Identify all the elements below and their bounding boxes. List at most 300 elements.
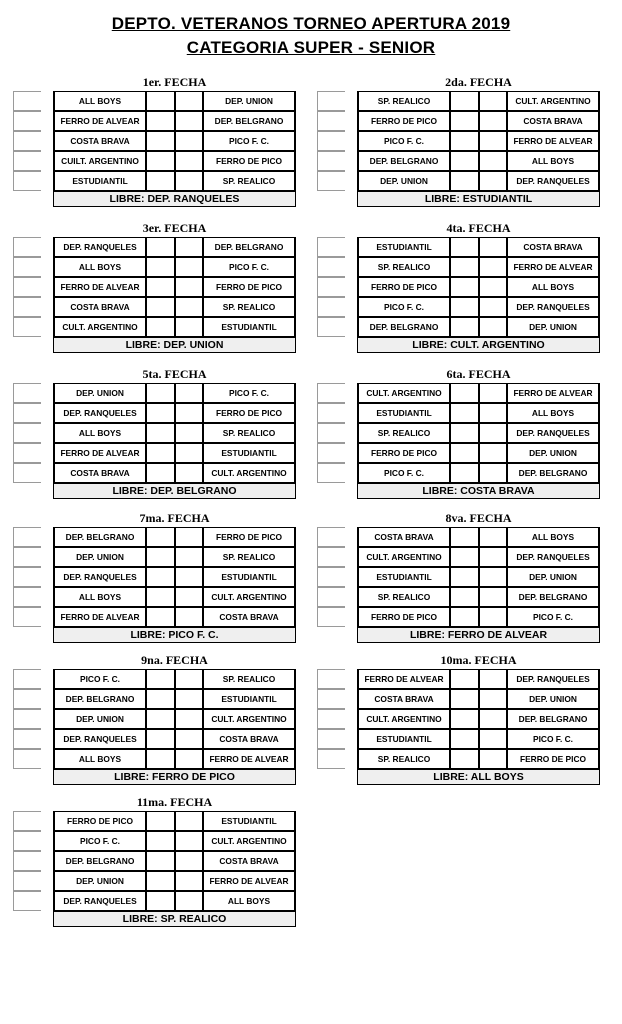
home-team: ALL BOYS [53,587,146,607]
match-row [317,403,600,423]
away-team: COSTA BRAVA [203,851,296,871]
row-number-cell [317,237,345,257]
away-score-cell [175,237,203,257]
away-team: DEP. RANQUELES [507,547,600,567]
home-team: DEP. RANQUELES [53,237,146,257]
row-number-cell [317,729,345,749]
home-team: COSTA BRAVA [357,689,450,709]
home-score-cell [146,383,175,403]
row-number-cell [317,689,345,709]
match-row [13,277,296,297]
home-score-cell [146,607,175,627]
home-score-cell [450,527,479,547]
match-row [317,443,600,463]
away-score-cell [479,527,507,547]
home-team: FERRO DE ALVEAR [53,443,146,463]
row-number-cell [13,851,41,871]
match-row [13,709,296,729]
match-row [317,131,600,151]
match-row [317,317,600,337]
row-number-cell [13,423,41,443]
away-team: SP. REALICO [203,669,296,689]
home-team: FERRO DE ALVEAR [53,607,146,627]
home-score-cell [146,729,175,749]
match-row [317,257,600,277]
home-team: CULT. ARGENTINO [53,317,146,337]
away-score-cell [479,171,507,191]
away-score-cell [479,91,507,111]
away-score-cell [175,297,203,317]
home-score-cell [146,749,175,769]
fecha-title: 10ma. FECHA [440,653,517,667]
away-score-cell [479,463,507,483]
away-score-cell [175,151,203,171]
home-team: CULT. ARGENTINO [357,383,450,403]
match-row [317,587,600,607]
libre-label: LIBRE: ALL BOYS [357,769,600,785]
row-number-cell [317,383,345,403]
away-score-cell [175,891,203,911]
home-team: ALL BOYS [53,257,146,277]
row-number-cell [13,171,41,191]
home-score-cell [450,277,479,297]
libre-label: LIBRE: DEP. UNION [53,337,296,353]
away-team: FERRO DE ALVEAR [203,749,296,769]
match-row [317,669,600,689]
home-score-cell [146,463,175,483]
away-score-cell [175,567,203,587]
home-team: FERRO DE PICO [357,111,450,131]
libre-label: LIBRE: FERRO DE ALVEAR [357,627,600,643]
row-number-cell [317,277,345,297]
match-row [317,527,600,547]
home-score-cell [450,151,479,171]
row-number-cell [13,403,41,423]
away-score-cell [175,871,203,891]
home-score-cell [146,317,175,337]
row-number-cell [13,383,41,403]
away-score-cell [175,171,203,191]
row-number-cell [13,811,41,831]
fecha-title: 4ta. FECHA [446,221,511,235]
away-team: FERRO DE PICO [203,151,296,171]
home-score-cell [450,171,479,191]
away-team: SP. REALICO [203,171,296,191]
match-row [13,851,296,871]
match-row [317,91,600,111]
row-number-cell [317,709,345,729]
row-number-cell [13,709,41,729]
home-team: DEP. RANQUELES [53,567,146,587]
row-number-cell [13,297,41,317]
fecha-title: 1er. FECHA [142,75,207,89]
home-score-cell [146,851,175,871]
row-number-cell [317,257,345,277]
home-team: ESTUDIANTIL [357,567,450,587]
away-team: ESTUDIANTIL [203,811,296,831]
match-row [317,297,600,317]
away-team: DEP. RANQUELES [507,171,600,191]
home-team: COSTA BRAVA [53,297,146,317]
home-score-cell [450,317,479,337]
home-score-cell [146,527,175,547]
away-team: DEP. UNION [507,567,600,587]
match-row [13,831,296,851]
match-row [317,111,600,131]
away-team: FERRO DE ALVEAR [507,131,600,151]
home-team: DEP. BELGRANO [53,527,146,547]
home-team: FERRO DE PICO [53,811,146,831]
home-team: PICO F. C. [357,297,450,317]
away-team: ESTUDIANTIL [203,689,296,709]
away-team: CULT. ARGENTINO [203,587,296,607]
away-team: PICO F. C. [203,131,296,151]
row-number-cell [13,729,41,749]
fecha-title: 11ma. FECHA [136,795,213,809]
away-score-cell [175,111,203,131]
home-score-cell [450,463,479,483]
away-score-cell [479,151,507,171]
libre-label: LIBRE: CULT. ARGENTINO [357,337,600,353]
away-team: PICO F. C. [203,257,296,277]
row-number-cell [13,463,41,483]
away-team: FERRO DE ALVEAR [203,871,296,891]
away-team: CULT. ARGENTINO [203,831,296,851]
libre-label: LIBRE: PICO F. C. [53,627,296,643]
row-number-cell [13,871,41,891]
row-number-cell [13,689,41,709]
home-team: ALL BOYS [53,749,146,769]
row-number-cell [13,257,41,277]
match-row [317,709,600,729]
away-score-cell [479,567,507,587]
match-row [13,891,296,911]
away-score-cell [479,547,507,567]
match-row [13,811,296,831]
match-row [13,871,296,891]
home-team: DEP. BELGRANO [357,151,450,171]
home-team: ALL BOYS [53,91,146,111]
home-team: COSTA BRAVA [357,527,450,547]
row-number-cell [13,567,41,587]
home-score-cell [146,403,175,423]
home-team: FERRO DE PICO [357,443,450,463]
away-team: ESTUDIANTIL [203,317,296,337]
away-score-cell [175,423,203,443]
match-row [317,423,600,443]
home-score-cell [146,547,175,567]
home-team: FERRO DE PICO [357,607,450,627]
row-number-cell [13,131,41,151]
home-score-cell [146,669,175,689]
match-row [317,749,600,769]
away-score-cell [479,237,507,257]
away-team: ALL BOYS [507,277,600,297]
away-team: DEP. RANQUELES [507,423,600,443]
away-score-cell [175,749,203,769]
home-score-cell [146,237,175,257]
away-team: FERRO DE PICO [203,527,296,547]
away-score-cell [175,587,203,607]
away-team: DEP. UNION [507,689,600,709]
home-team: DEP. UNION [53,547,146,567]
home-score-cell [450,749,479,769]
away-score-cell [479,709,507,729]
away-team: CULT. ARGENTINO [203,463,296,483]
away-score-cell [479,423,507,443]
row-number-cell [13,891,41,911]
away-score-cell [175,607,203,627]
fecha-title: 3er. FECHA [142,221,207,235]
away-team: DEP. RANQUELES [507,669,600,689]
row-number-cell [13,607,41,627]
home-team: SP. REALICO [357,749,450,769]
away-team: ESTUDIANTIL [203,567,296,587]
home-team: PICO F. C. [53,669,146,689]
fecha-title: 9na. FECHA [141,653,208,667]
home-team: FERRO DE ALVEAR [53,111,146,131]
away-score-cell [479,443,507,463]
fecha-title: 7ma. FECHA [139,511,210,525]
row-number-cell [317,131,345,151]
away-score-cell [175,709,203,729]
away-score-cell [479,729,507,749]
home-team: COSTA BRAVA [53,463,146,483]
home-score-cell [450,257,479,277]
libre-label: LIBRE: DEP. RANQUELES [53,191,296,207]
home-team: SP. REALICO [357,257,450,277]
away-team: DEP. BELGRANO [507,709,600,729]
away-score-cell [175,669,203,689]
match-row [13,403,296,423]
row-number-cell [317,463,345,483]
row-number-cell [317,423,345,443]
row-number-cell [317,749,345,769]
match-row [13,689,296,709]
away-score-cell [479,277,507,297]
match-row [317,383,600,403]
match-row [13,527,296,547]
row-number-cell [317,403,345,423]
match-row [13,131,296,151]
away-team: FERRO DE PICO [203,277,296,297]
away-team: DEP. UNION [203,91,296,111]
away-team: DEP. BELGRANO [507,463,600,483]
away-team: PICO F. C. [203,383,296,403]
home-score-cell [146,709,175,729]
libre-label: LIBRE: SP. REALICO [53,911,296,927]
match-row [13,257,296,277]
home-team: PICO F. C. [357,131,450,151]
fecha-title: 5ta. FECHA [142,367,207,381]
home-team: DEP. BELGRANO [53,851,146,871]
match-row [13,151,296,171]
row-number-cell [13,831,41,851]
home-team: CULT. ARGENTINO [357,547,450,567]
away-team: ALL BOYS [507,403,600,423]
home-score-cell [450,297,479,317]
away-score-cell [479,257,507,277]
libre-label: LIBRE: COSTA BRAVA [357,483,600,499]
away-team: COSTA BRAVA [507,111,600,131]
home-team: PICO F. C. [53,831,146,851]
away-team: FERRO DE PICO [203,403,296,423]
match-row [13,383,296,403]
home-score-cell [146,811,175,831]
away-score-cell [175,463,203,483]
away-team: SP. REALICO [203,423,296,443]
away-score-cell [175,277,203,297]
home-score-cell [146,831,175,851]
away-score-cell [479,403,507,423]
fecha-title: 2da. FECHA [445,75,512,89]
home-score-cell [146,171,175,191]
home-score-cell [450,689,479,709]
match-row [13,547,296,567]
match-row [13,91,296,111]
row-number-cell [13,91,41,111]
away-score-cell [175,257,203,277]
row-number-cell [13,749,41,769]
home-score-cell [450,131,479,151]
away-score-cell [175,527,203,547]
away-score-cell [479,383,507,403]
row-number-cell [317,607,345,627]
match-row [13,443,296,463]
home-team: DEP. UNION [53,871,146,891]
fecha-title: 8va. FECHA [445,511,512,525]
away-score-cell [479,131,507,151]
away-score-cell [175,91,203,111]
home-team: DEP. RANQUELES [53,403,146,423]
away-score-cell [175,729,203,749]
row-number-cell [13,443,41,463]
row-number-cell [317,547,345,567]
away-team: FERRO DE ALVEAR [507,257,600,277]
match-row [317,607,600,627]
away-team: FERRO DE ALVEAR [507,383,600,403]
away-score-cell [479,689,507,709]
row-number-cell [317,171,345,191]
home-score-cell [146,891,175,911]
match-row [13,607,296,627]
away-team: COSTA BRAVA [203,729,296,749]
away-team: PICO F. C. [507,607,600,627]
home-score-cell [450,607,479,627]
home-team: PICO F. C. [357,463,450,483]
away-score-cell [175,383,203,403]
away-score-cell [479,749,507,769]
away-team: ALL BOYS [203,891,296,911]
row-number-cell [317,443,345,463]
match-row [317,151,600,171]
away-team: PICO F. C. [507,729,600,749]
away-team: ALL BOYS [507,151,600,171]
home-score-cell [450,547,479,567]
home-team: DEP. UNION [53,383,146,403]
home-score-cell [450,443,479,463]
row-number-cell [13,151,41,171]
away-team: DEP. BELGRANO [203,237,296,257]
away-score-cell [479,587,507,607]
match-row [317,729,600,749]
match-row [13,463,296,483]
fecha-title: 6ta. FECHA [446,367,511,381]
away-team: SP. REALICO [203,547,296,567]
away-team: COSTA BRAVA [203,607,296,627]
away-team: COSTA BRAVA [507,237,600,257]
home-team: FERRO DE PICO [357,277,450,297]
match-row [317,547,600,567]
away-team: CULT. ARGENTINO [203,709,296,729]
row-number-cell [13,111,41,131]
home-score-cell [450,91,479,111]
match-row [317,171,600,191]
away-score-cell [175,317,203,337]
home-score-cell [146,443,175,463]
home-team: ESTUDIANTIL [357,729,450,749]
away-score-cell [175,443,203,463]
match-row [13,749,296,769]
home-score-cell [146,131,175,151]
home-score-cell [146,111,175,131]
home-team: DEP. UNION [357,171,450,191]
home-team: SP. REALICO [357,423,450,443]
row-number-cell [317,587,345,607]
away-team: ESTUDIANTIL [203,443,296,463]
home-score-cell [146,91,175,111]
home-team: DEP. RANQUELES [53,729,146,749]
match-row [317,237,600,257]
home-team: SP. REALICO [357,587,450,607]
home-score-cell [450,237,479,257]
match-row [317,277,600,297]
libre-label: LIBRE: FERRO DE PICO [53,769,296,785]
match-row [13,317,296,337]
libre-label: LIBRE: ESTUDIANTIL [357,191,600,207]
away-team: SP. REALICO [203,297,296,317]
row-number-cell [13,527,41,547]
home-score-cell [450,383,479,403]
away-score-cell [479,607,507,627]
home-team: ALL BOYS [53,423,146,443]
home-team: FERRO DE ALVEAR [53,277,146,297]
home-team: ESTUDIANTIL [357,403,450,423]
row-number-cell [317,669,345,689]
home-score-cell [450,567,479,587]
row-number-cell [13,587,41,607]
away-score-cell [175,689,203,709]
row-number-cell [317,317,345,337]
away-team: DEP. BELGRANO [507,587,600,607]
home-team: DEP. RANQUELES [53,891,146,911]
match-row [13,297,296,317]
home-score-cell [450,669,479,689]
row-number-cell [317,297,345,317]
home-team: CUILT. ARGENTINO [53,151,146,171]
match-row [13,423,296,443]
home-team: ESTUDIANTIL [53,171,146,191]
home-score-cell [450,729,479,749]
home-score-cell [146,257,175,277]
home-score-cell [146,567,175,587]
away-score-cell [175,831,203,851]
match-row [317,567,600,587]
page-subtitle: CATEGORIA SUPER - SENIOR [186,38,436,57]
match-row [13,111,296,131]
home-score-cell [146,297,175,317]
away-score-cell [175,851,203,871]
